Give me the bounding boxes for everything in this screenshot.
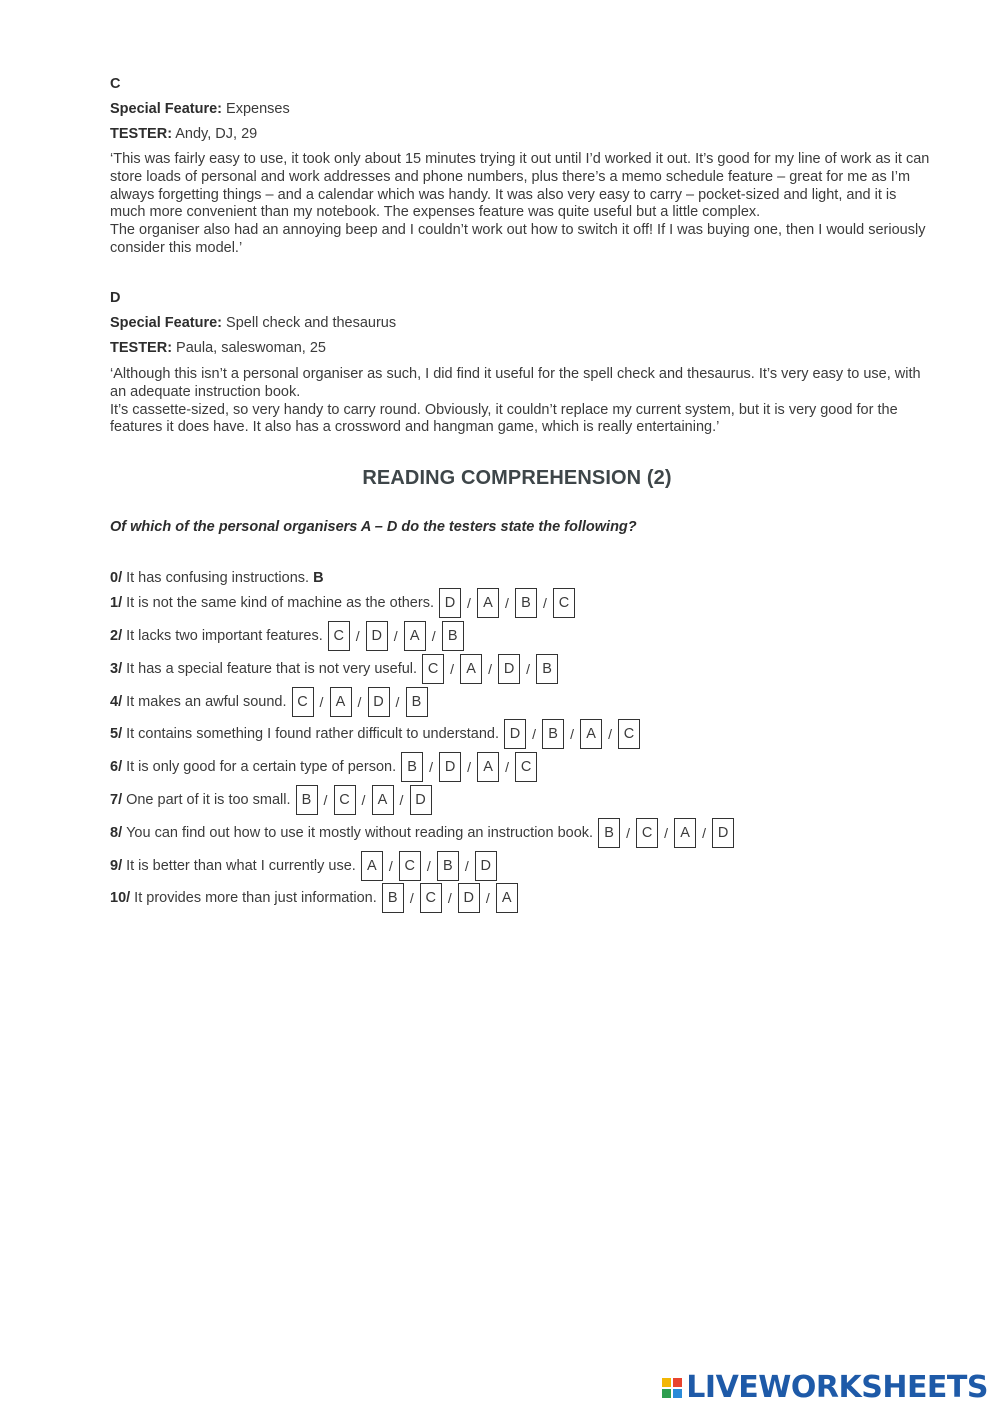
logo-mark-icon — [662, 1378, 682, 1398]
question-row — [110, 751, 537, 783]
answer-options — [296, 785, 432, 815]
option-separator: / — [399, 792, 404, 808]
option-separator: / — [464, 858, 469, 874]
section-c-letter: C — [110, 76, 121, 92]
review-paragraph: The organiser also had an annoying beep and I couldn’t work out how to switch it off! If I was buying one, then I would seriously consider this model.’ — [110, 222, 926, 256]
answer-option-b[interactable]: B — [437, 851, 459, 881]
answer-option-b[interactable]: B — [382, 883, 404, 913]
question-number: 7/ — [110, 792, 123, 808]
question-row — [110, 620, 464, 652]
feature-label: Special Feature: — [110, 101, 223, 117]
option-separator: / — [388, 858, 393, 874]
answer-option-b[interactable]: B — [542, 719, 564, 749]
answer-option-b[interactable]: B — [598, 818, 620, 848]
question-number: 10/ — [110, 890, 131, 906]
answer-option-a[interactable]: A — [477, 588, 499, 618]
option-separator: / — [319, 694, 324, 710]
option-separator: / — [447, 890, 452, 906]
feature-value: Expenses — [222, 101, 290, 117]
review-paragraph: ‘This was fairly easy to use, it took only about 15 minutes trying it out until I’d worked it out. It’s good for my line of work as it can store loads of personal and work addresses and phone numbers, plus there’s a memo schedule feature – great for me as I’m always forgetting things – and a calendar which was handy. It was also very easy to carry – pocket-sized and light, and it is much more convenient than my notebook. The expenses feature was quite useful but a little complex. — [110, 151, 930, 221]
answer-option-a[interactable]: A — [477, 752, 499, 782]
question-row — [110, 653, 558, 685]
option-separator: / — [409, 890, 414, 906]
option-separator: / — [702, 825, 706, 841]
answer-option-d[interactable]: D — [410, 785, 432, 815]
logo-text: LIVEWORKSHEETS — [686, 1370, 988, 1405]
option-separator: / — [395, 694, 400, 710]
answer-option-c[interactable]: C — [553, 588, 575, 618]
answer-option-c[interactable]: C — [399, 851, 421, 881]
option-separator: / — [505, 759, 510, 775]
question-text: You can find out how to use it mostly without reading an instruction book. — [126, 825, 594, 841]
option-separator: / — [361, 792, 366, 808]
review-paragraph: ‘Although this isn’t a personal organiser as such, I did find it useful for the spell check and thesaurus. It’s very easy to use, with an adequate instruction book. — [110, 366, 921, 400]
example-answer: B — [313, 570, 324, 586]
answer-option-c[interactable]: C — [328, 621, 350, 651]
answer-option-a[interactable]: A — [460, 654, 482, 684]
page-heading: READING COMPREHENSION (2) — [362, 467, 672, 489]
answer-option-b[interactable]: B — [401, 752, 423, 782]
answer-option-b[interactable]: B — [442, 621, 464, 651]
tester-value: Paula, saleswoman, 25 — [172, 340, 326, 356]
answer-options — [401, 752, 537, 782]
answer-option-c[interactable]: C — [422, 654, 444, 684]
section-c-tester — [110, 126, 257, 142]
question-text: It has confusing instructions. — [126, 570, 310, 586]
question-text: It contains something I found rather difficult to understand. — [126, 726, 500, 742]
answer-option-a[interactable]: A — [496, 883, 518, 913]
question-number: 2/ — [110, 628, 123, 644]
answer-option-a[interactable]: A — [372, 785, 394, 815]
answer-options — [504, 719, 640, 749]
option-separator: / — [323, 792, 328, 808]
option-separator: / — [467, 595, 471, 611]
question-text: It makes an awful sound. — [126, 694, 287, 710]
answer-option-c[interactable]: C — [636, 818, 658, 848]
answer-option-a[interactable]: A — [674, 818, 696, 848]
section-c-feature — [110, 101, 290, 117]
answer-options — [382, 883, 518, 913]
question-row — [110, 882, 518, 914]
question-number: 8/ — [110, 825, 123, 841]
answer-option-a[interactable]: A — [580, 719, 602, 749]
section-d-tester — [110, 340, 326, 356]
section-d-feature — [110, 315, 396, 331]
answer-option-d[interactable]: D — [504, 719, 526, 749]
answer-option-a[interactable]: A — [361, 851, 383, 881]
answer-options — [422, 654, 558, 684]
question-number: 6/ — [110, 759, 123, 775]
question-row — [110, 784, 432, 816]
instruction-text: Of which of the personal organisers A – D do the testers state the following? — [110, 519, 637, 535]
option-separator: / — [393, 628, 398, 644]
question-row — [110, 718, 640, 750]
answer-options — [598, 818, 734, 848]
question-text: It has a special feature that is not very useful. — [126, 661, 418, 677]
answer-option-d[interactable]: D — [368, 687, 390, 717]
option-separator: / — [467, 759, 472, 775]
option-separator: / — [543, 595, 547, 611]
answer-option-a[interactable]: A — [330, 687, 352, 717]
option-separator: / — [429, 759, 434, 775]
tester-value: Andy, DJ, 29 — [172, 126, 258, 142]
answer-options — [328, 621, 464, 651]
answer-option-b[interactable]: B — [406, 687, 428, 717]
answer-options — [361, 851, 497, 881]
answer-option-d[interactable]: D — [458, 883, 480, 913]
answer-option-b[interactable]: B — [536, 654, 558, 684]
question-row — [110, 587, 575, 619]
option-separator: / — [608, 726, 612, 742]
question-number: 5/ — [110, 726, 123, 742]
answer-option-a[interactable]: A — [404, 621, 426, 651]
question-number: 9/ — [110, 858, 123, 874]
tester-label: TESTER: — [110, 126, 173, 142]
answer-options — [439, 588, 575, 618]
answer-option-d[interactable]: D — [498, 654, 520, 684]
question-row — [110, 850, 497, 882]
question-text: It lacks two important features. — [126, 628, 323, 644]
answer-option-d[interactable]: D — [439, 752, 461, 782]
answer-option-d[interactable]: D — [475, 851, 497, 881]
question-number: 3/ — [110, 661, 123, 677]
question-text: One part of it is too small. — [126, 792, 291, 808]
option-separator: / — [570, 726, 574, 742]
answer-option-c[interactable]: C — [334, 785, 356, 815]
question-number: 0/ — [110, 570, 123, 586]
option-separator: / — [431, 628, 436, 644]
question-row — [110, 686, 428, 718]
option-separator: / — [505, 595, 509, 611]
feature-value: Spell check and thesaurus — [222, 315, 397, 331]
answer-option-d[interactable]: D — [366, 621, 388, 651]
option-separator: / — [426, 858, 431, 874]
option-separator: / — [485, 890, 490, 906]
answer-option-c[interactable]: C — [618, 719, 640, 749]
answer-option-c[interactable]: C — [420, 883, 442, 913]
answer-option-b[interactable]: B — [296, 785, 318, 815]
question-text: It is not the same kind of machine as the others. — [126, 595, 434, 611]
answer-options — [292, 687, 428, 717]
option-separator: / — [526, 661, 530, 677]
option-separator: / — [664, 825, 668, 841]
answer-option-d[interactable]: D — [712, 818, 734, 848]
option-separator: / — [450, 661, 454, 677]
question-number: 4/ — [110, 694, 123, 710]
liveworksheets-logo — [662, 1370, 988, 1405]
option-separator: / — [626, 825, 630, 841]
question-number: 1/ — [110, 595, 123, 611]
answer-option-c[interactable]: C — [292, 687, 314, 717]
section-c-review — [110, 151, 930, 258]
section-d-letter: D — [110, 290, 121, 306]
question-text: It provides more than just information. — [134, 890, 377, 906]
question-text: It is better than what I currently use. — [126, 858, 356, 874]
tester-label: TESTER: — [110, 340, 173, 356]
answer-option-b[interactable]: B — [515, 588, 537, 618]
option-separator: / — [355, 628, 360, 644]
question-text: It is only good for a certain type of person. — [126, 759, 397, 775]
feature-label: Special Feature: — [110, 315, 223, 331]
answer-option-d[interactable]: D — [439, 588, 461, 618]
option-separator: / — [357, 694, 362, 710]
section-d-review — [110, 366, 930, 437]
option-separator: / — [532, 726, 536, 742]
answer-option-c[interactable]: C — [515, 752, 537, 782]
review-paragraph: It’s cassette-sized, so very handy to carry round. Obviously, it couldn’t replace my current system, but it is very good for the features it does have. It also has a crossword and hangman game, which is really entertaining.’ — [110, 401, 898, 436]
question-row — [110, 817, 734, 849]
option-separator: / — [488, 661, 492, 677]
